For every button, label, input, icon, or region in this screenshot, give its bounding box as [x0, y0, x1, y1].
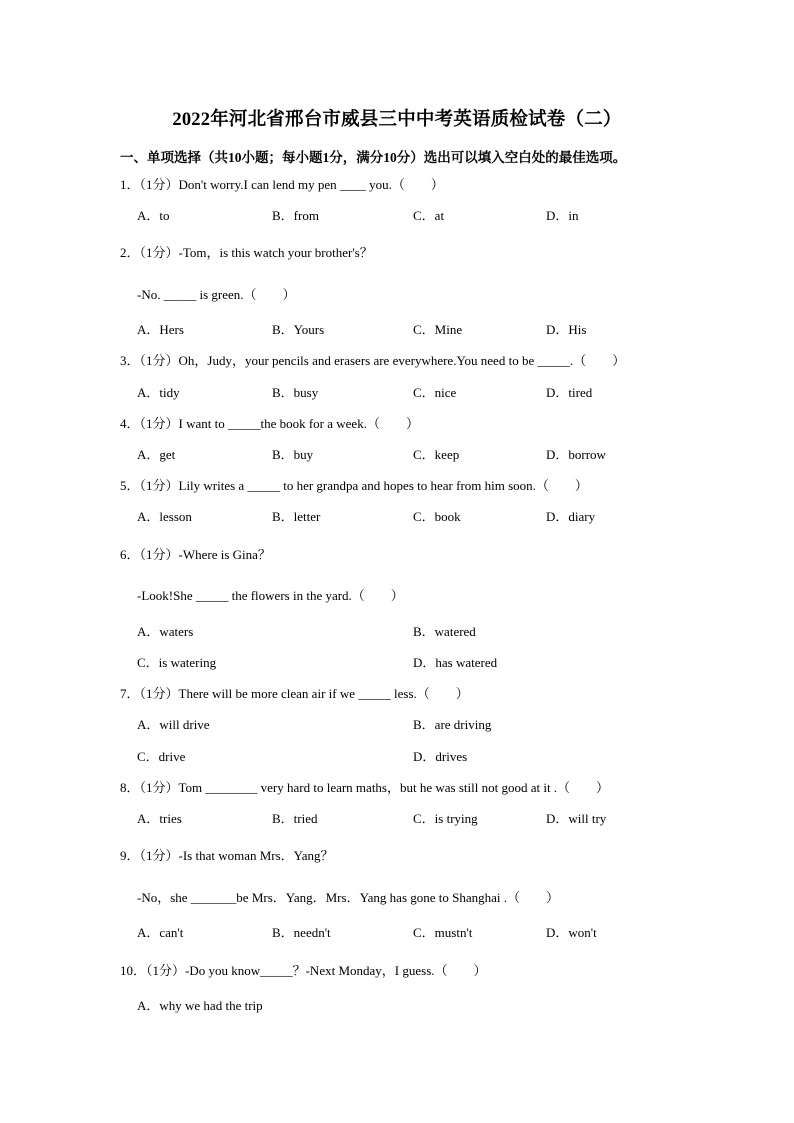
q5-option-c[interactable]: C．book: [413, 509, 461, 524]
q10-option-a[interactable]: A．why we had the trip: [137, 998, 263, 1013]
q6-option-a[interactable]: A．waters: [137, 624, 194, 639]
q5-option-a[interactable]: A．lesson: [137, 509, 192, 524]
q8-option-c[interactable]: C．is trying: [413, 811, 478, 826]
q9-option-c[interactable]: C．mustn't: [413, 925, 473, 940]
q6-option-c[interactable]: C．is watering: [137, 655, 217, 670]
q3-option-c[interactable]: C．nice: [413, 385, 457, 400]
q2-option-a[interactable]: A．Hers: [137, 322, 184, 337]
q1-option-c[interactable]: C．at: [413, 208, 445, 223]
question-7: 7．（1分）There will be more clean air if we _____ less.（ ）: [120, 686, 469, 701]
q1-option-d[interactable]: D．in: [546, 208, 579, 223]
question-4: 4．（1分）I want to _____the book for a week.（ ）: [120, 416, 419, 431]
q2-option-b[interactable]: B．Yours: [272, 322, 325, 337]
section-heading: 一、单项选择（共10小题；每小题1分，满分10分）选出可以填入空白处的最佳选项。: [120, 150, 627, 165]
q5-option-d[interactable]: D．diary: [546, 509, 596, 524]
question-9-reply: -No，she _______be Mrs．Yang．Mrs．Yang has gone to Shanghai .（ ）: [137, 890, 560, 905]
q7-option-c[interactable]: C．drive: [137, 749, 186, 764]
q2-option-c[interactable]: C．Mine: [413, 322, 463, 337]
question-2: 2．（1分）-Tom，is this watch your brother's？: [120, 245, 373, 260]
q3-option-a[interactable]: A．tidy: [137, 385, 180, 400]
q3-option-b[interactable]: B．busy: [272, 385, 319, 400]
question-2-reply: -No. _____ is green.（ ）: [137, 287, 296, 302]
q4-option-b[interactable]: B．buy: [272, 447, 314, 462]
q1-option-a[interactable]: A．to: [137, 208, 170, 223]
document-title: 2022年河北省邢台市威县三中中考英语质检试卷（二）: [172, 110, 622, 130]
q7-option-d[interactable]: D．drives: [413, 749, 468, 764]
q9-option-a[interactable]: A．can't: [137, 925, 184, 940]
q1-option-b[interactable]: B．from: [272, 208, 319, 223]
question-3: 3．（1分）Oh，Judy，your pencils and erasers are everywhere.You need to be _____.（ ）: [120, 353, 626, 368]
question-6: 6．（1分）-Where is Gina？: [120, 547, 271, 562]
question-1: 1．（1分）Don't worry.I can lend my pen ____ you.（ ）: [120, 177, 444, 192]
q7-option-a[interactable]: A．will drive: [137, 717, 210, 732]
q4-option-d[interactable]: D．borrow: [546, 447, 606, 462]
question-6-reply: -Look!She _____ the flowers in the yard.（ ）: [137, 588, 404, 603]
q6-option-d[interactable]: D．has watered: [413, 655, 498, 670]
q8-option-d[interactable]: D．will try: [546, 811, 607, 826]
q7-option-b[interactable]: B．are driving: [413, 717, 492, 732]
q4-option-c[interactable]: C．keep: [413, 447, 460, 462]
q8-option-a[interactable]: A．tries: [137, 811, 182, 826]
q3-option-d[interactable]: D．tired: [546, 385, 593, 400]
q9-option-b[interactable]: B．needn't: [272, 925, 331, 940]
question-5: 5．（1分）Lily writes a _____ to her grandpa and hopes to hear from him soon.（ ）: [120, 478, 588, 493]
q6-option-b[interactable]: B．watered: [413, 624, 476, 639]
q2-option-d[interactable]: D．His: [546, 322, 587, 337]
question-10: 10．（1分）-Do you know_____？-Next Monday，I guess.（ ）: [120, 963, 487, 978]
q5-option-b[interactable]: B．letter: [272, 509, 321, 524]
q8-option-b[interactable]: B．tried: [272, 811, 318, 826]
q9-option-d[interactable]: D．won't: [546, 925, 597, 940]
q4-option-a[interactable]: A．get: [137, 447, 176, 462]
question-9: 9．（1分）-Is that woman Mrs．Yang？: [120, 848, 334, 863]
question-8: 8．（1分）Tom ________ very hard to learn maths，but he was still not good at it .（ ）: [120, 780, 610, 795]
